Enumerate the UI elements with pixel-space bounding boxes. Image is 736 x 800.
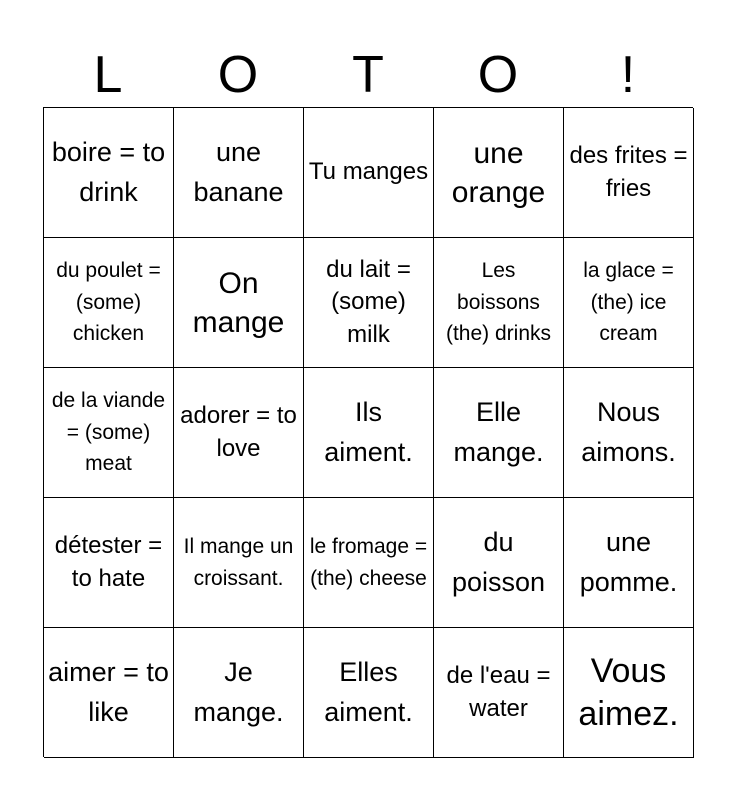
bingo-cell[interactable] bbox=[174, 368, 304, 498]
cell-text: des frites = fries bbox=[569, 142, 688, 202]
bingo-cell[interactable] bbox=[564, 628, 694, 758]
cell-text: du poulet = (some) chicken bbox=[56, 259, 161, 346]
bingo-cell[interactable] bbox=[44, 628, 174, 758]
cell-text: Elles aiment. bbox=[324, 657, 413, 727]
cell-text: Elle mange. bbox=[453, 397, 544, 467]
cell-text: une banane bbox=[193, 137, 284, 207]
cell-text: de la viande = (some) meat bbox=[51, 389, 166, 476]
bingo-cell[interactable] bbox=[434, 108, 564, 238]
bingo-cell[interactable] bbox=[174, 628, 304, 758]
bingo-cell[interactable] bbox=[304, 498, 434, 628]
bingo-title bbox=[43, 40, 693, 110]
cell-text: aimer = to like bbox=[48, 657, 169, 727]
bingo-cell[interactable] bbox=[44, 368, 174, 498]
cell-text: le fromage = (the) cheese bbox=[309, 535, 428, 590]
bingo-cell[interactable] bbox=[44, 108, 174, 238]
bingo-cell[interactable] bbox=[174, 108, 304, 238]
bingo-cell[interactable] bbox=[304, 368, 434, 498]
bingo-card-grid bbox=[43, 107, 693, 757]
bingo-cell[interactable] bbox=[304, 108, 434, 238]
bingo-cell[interactable] bbox=[434, 368, 564, 498]
cell-text: Tu manges bbox=[308, 158, 429, 186]
cell-text: Vous aimez. bbox=[578, 652, 679, 733]
bingo-cell[interactable] bbox=[434, 498, 564, 628]
bingo-cell[interactable] bbox=[174, 498, 304, 628]
cell-text: une pomme. bbox=[579, 527, 678, 597]
bingo-cell[interactable] bbox=[434, 628, 564, 758]
title-letter-o-2: O bbox=[477, 46, 519, 104]
bingo-cell[interactable] bbox=[434, 238, 564, 368]
cell-text: boire = to drink bbox=[51, 137, 166, 207]
cell-text: On mange bbox=[192, 266, 285, 339]
cell-text: Les boissons (the) drinks bbox=[445, 259, 552, 346]
bingo-cell[interactable] bbox=[304, 628, 434, 758]
cell-text: détester = to hate bbox=[54, 532, 163, 592]
bingo-cell[interactable] bbox=[304, 238, 434, 368]
title-letter-t: T bbox=[352, 46, 384, 104]
cell-text: de l'eau = water bbox=[446, 662, 551, 722]
bingo-cell[interactable] bbox=[44, 498, 174, 628]
cell-text: une orange bbox=[451, 136, 546, 209]
cell-text: Il mange un croissant. bbox=[183, 535, 294, 590]
cell-text: du lait = (some) milk bbox=[326, 255, 411, 348]
title-letter-o: O bbox=[217, 46, 259, 104]
cell-text: adorer = to love bbox=[180, 402, 297, 462]
cell-text: la glace = (the) ice cream bbox=[583, 259, 674, 346]
bingo-cell[interactable] bbox=[44, 238, 174, 368]
bingo-cell[interactable] bbox=[564, 238, 694, 368]
bingo-cell[interactable] bbox=[174, 238, 304, 368]
cell-text: Je mange. bbox=[193, 657, 284, 727]
bingo-cell[interactable] bbox=[564, 108, 694, 238]
cell-text: du poisson bbox=[451, 527, 546, 597]
title-letter-l: L bbox=[93, 46, 123, 104]
title-letter-exclamation: ! bbox=[620, 46, 636, 104]
bingo-cell[interactable] bbox=[564, 498, 694, 628]
bingo-cell[interactable] bbox=[564, 368, 694, 498]
cell-text: Nous aimons. bbox=[581, 397, 676, 467]
cell-text: Ils aiment. bbox=[324, 397, 413, 467]
